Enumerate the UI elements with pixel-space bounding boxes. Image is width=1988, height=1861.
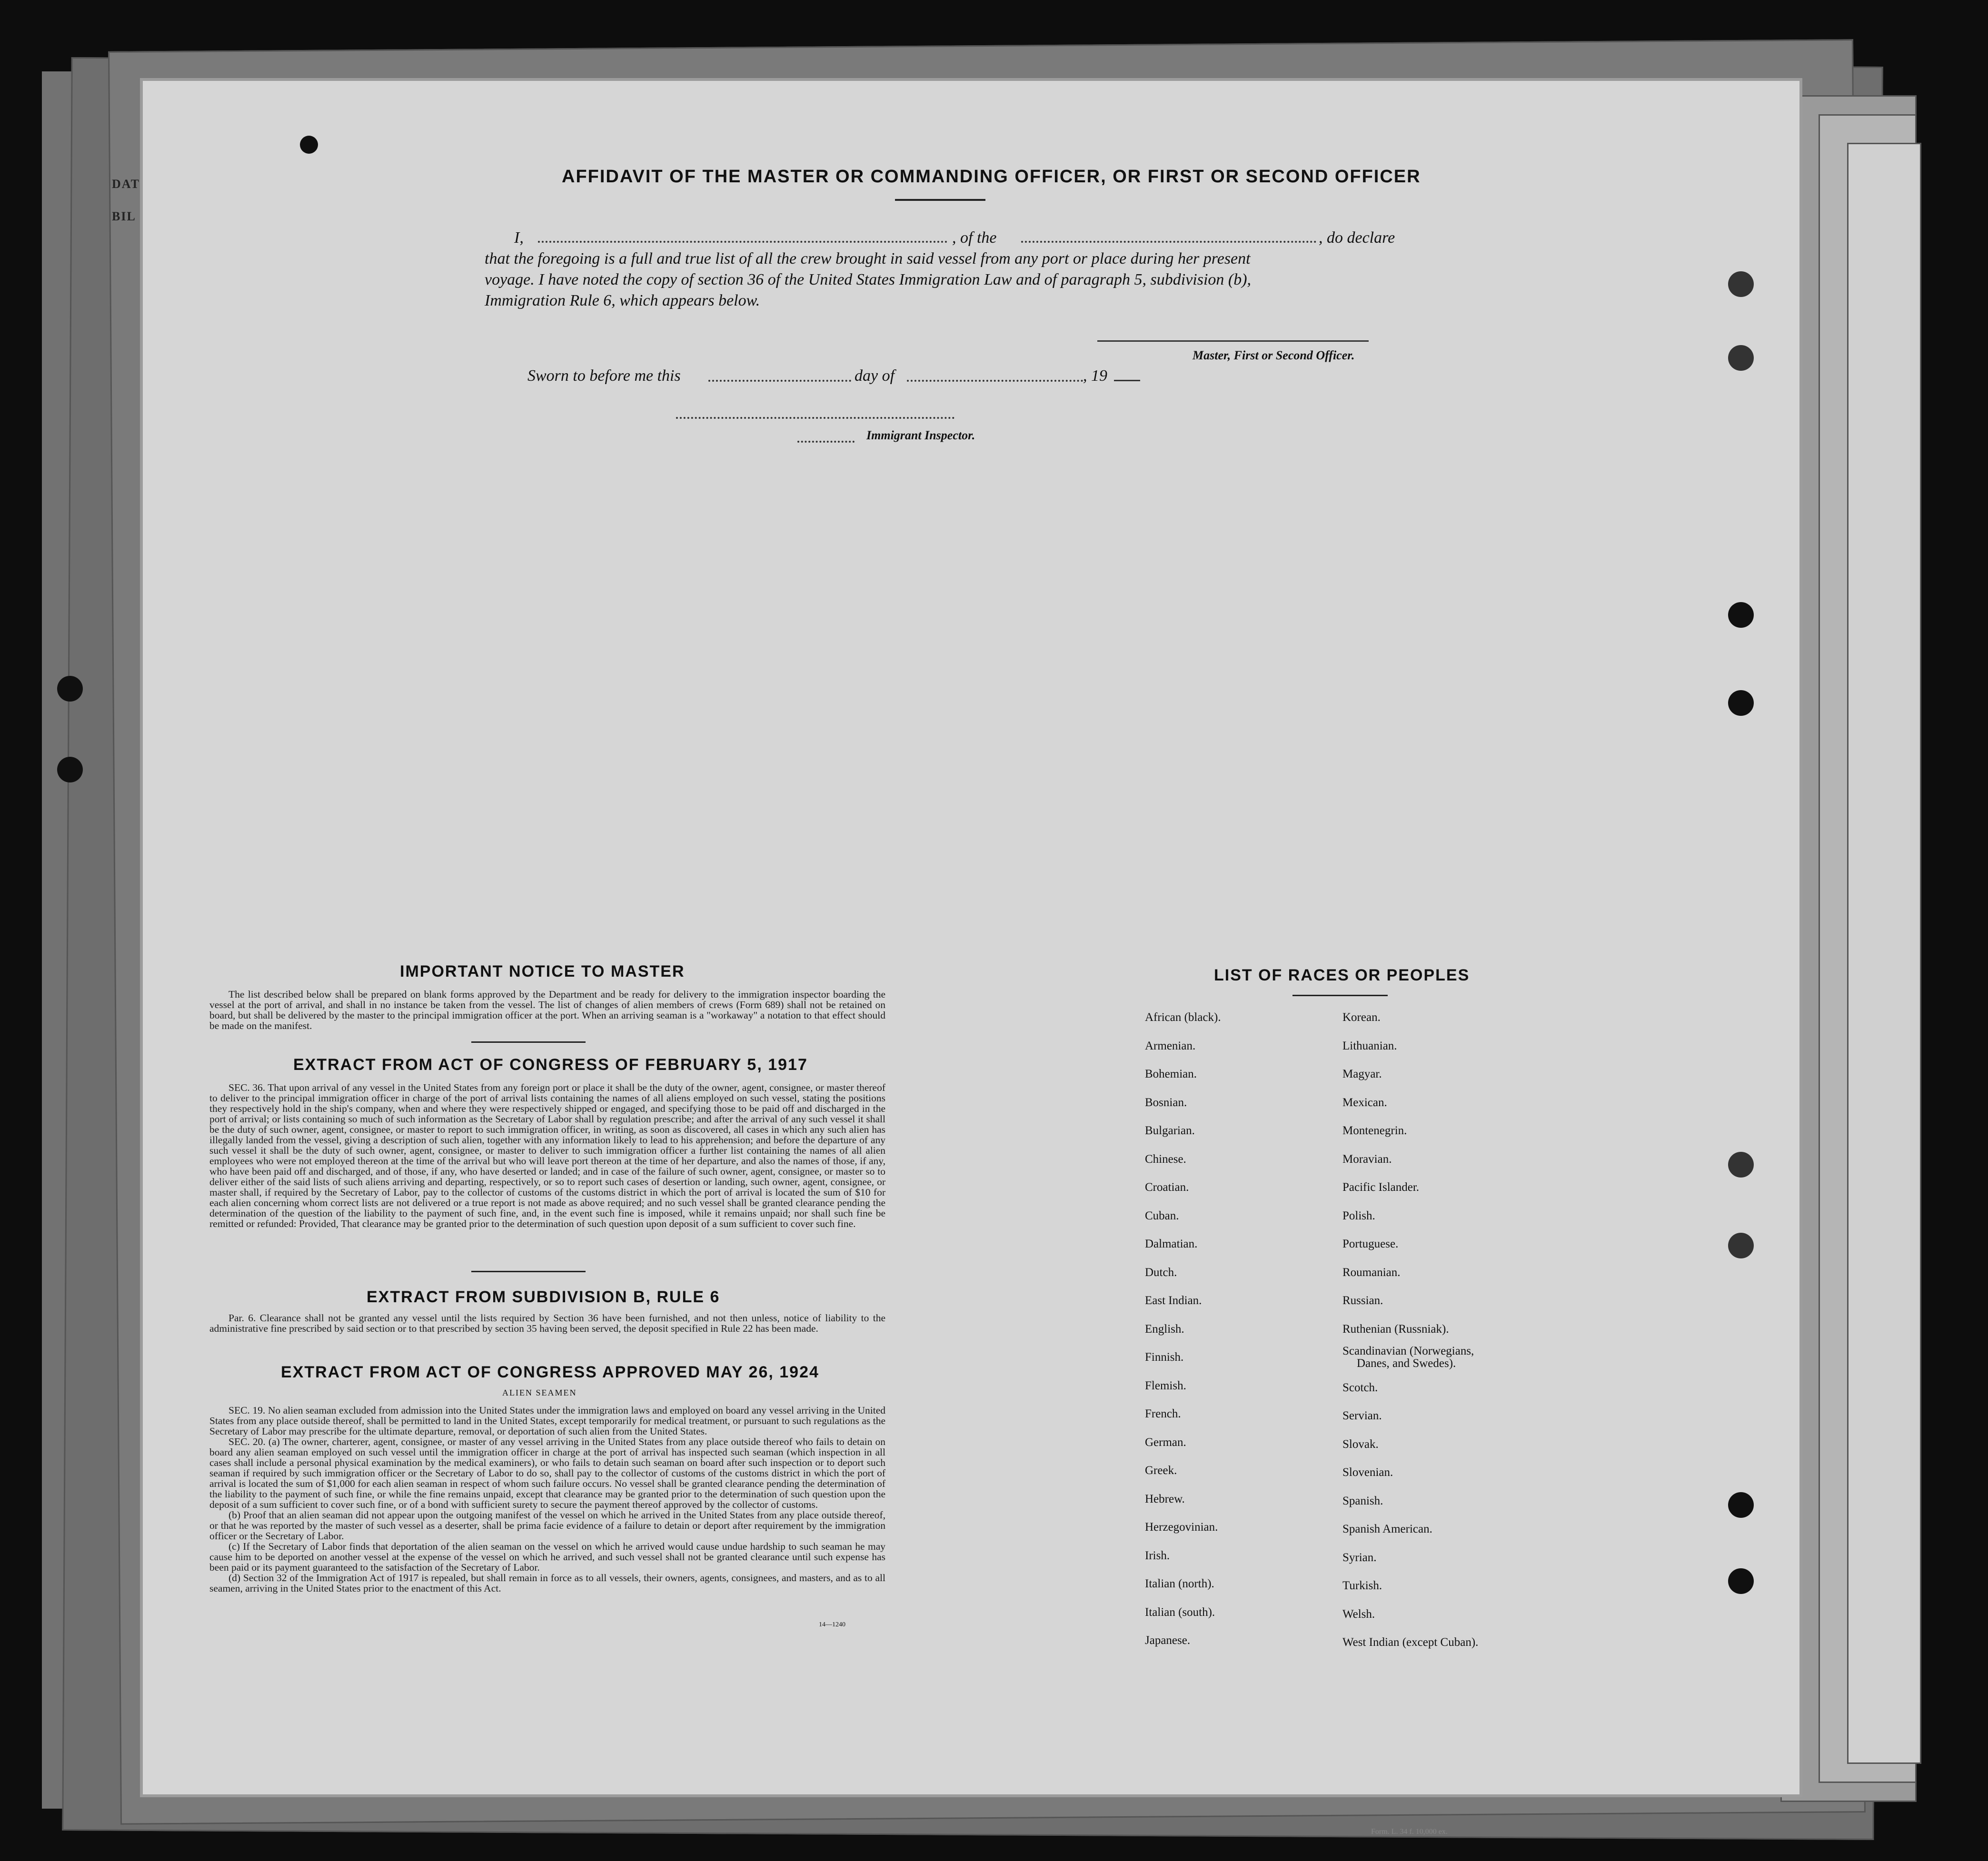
race-entry: Finnish. xyxy=(1145,1351,1184,1364)
race-entry: German. xyxy=(1145,1435,1186,1449)
extract-1924-title: EXTRACT FROM ACT OF CONGRESS APPROVED MAY 26, 1924 xyxy=(281,1363,819,1381)
race-entry-line: Danes, and Swedes). xyxy=(1357,1357,1456,1370)
race-entry: Chinese. xyxy=(1145,1152,1186,1166)
rule6-text: Par. 6. Clearance shall not be granted any vessel until the lists required by Section 36 have been furnished, and not then unless, notice of liability to the administrative fine prescribed by said section or to that prescribed by section 35 having been served, the deposit specified in Rule 22 has been made. xyxy=(209,1312,885,1334)
races-left-column xyxy=(1145,1003,1221,1655)
race-entry: Syrian. xyxy=(1342,1551,1377,1564)
punch-hole xyxy=(1728,1492,1754,1518)
race-entry: Slovak. xyxy=(1342,1437,1379,1451)
extract-1917-title: EXTRACT FROM ACT OF CONGRESS OF FEBRUARY 5, 1917 xyxy=(293,1056,808,1074)
margin-mark-top: DAT xyxy=(112,177,140,191)
inspector-signature-line xyxy=(676,417,954,419)
name-blank xyxy=(538,241,947,243)
affidavit-line-3: voyage. I have noted the copy of section 36 of the United States Immigration Law and of paragraph 5, subdivision (b), xyxy=(485,271,1252,288)
race-entry: Cuban. xyxy=(1145,1209,1179,1222)
race-entry: Magyar. xyxy=(1342,1068,1382,1080)
race-entry: Spanish. xyxy=(1342,1494,1383,1507)
sec-20a-text: SEC. 20. (a) The owner, charterer, agent, consignee, or master of any vessel arriving in the United States from any place outside thereof who fails to detain on board any alien seaman employed on such vessel until the immigration officer in charge at the port of arrival has inspected such seaman (which inspection in all cases shall include a personal physical examination by the medical examiners), or who fails to detain such seaman on board after such inspection or to deport such seaman if required by such immigration officer or the Secretary of Labor to do so, shall pay to the collector of customs of the customs district in which the port of arrival is located the sum of $1,000 for each alien seaman in respect of whom such failure occurs. No vessel shall be granted clearance pending the determination of the liability to the payment of such fine, or while the fine remains unpaid, except that clearance may be granted prior to the determination of such question upon the deposit of a sum sufficient to cover such fine, or of a bond with sufficient surety to secure the payment thereof approved by the collector of customs. xyxy=(209,1436,885,1510)
sec-19-text: SEC. 19. No alien seaman excluded from admission into the United States under the immigration laws and employed on board any vessel arriving in the United States from any place outside thereof, shall be permitted to land in the United States, except temporarily for medical treatment, or pursuant to such regulations as the Secretary of Labor may prescribe for the ultimate departure, removal, or deportation of such alien from the United States. xyxy=(209,1405,885,1437)
inspector-prefix-blank xyxy=(797,441,855,443)
race-entry-line: Scandinavian (Norwegians, xyxy=(1342,1345,1474,1357)
race-entry: French. xyxy=(1145,1407,1181,1420)
punch-hole xyxy=(1728,690,1754,716)
races-title-rule xyxy=(1292,995,1388,996)
punch-hole xyxy=(1728,602,1754,628)
year-prefix: , 19 xyxy=(1083,367,1107,385)
day-of-label: day of xyxy=(855,367,895,385)
race-entry: Scotch. xyxy=(1342,1381,1378,1394)
print-code: 14—1240 xyxy=(819,1621,845,1628)
punch-hole xyxy=(57,757,83,782)
race-entry: Croatian. xyxy=(1145,1181,1189,1194)
races-right-column xyxy=(1342,1003,1478,1657)
race-entry: Italian (north). xyxy=(1145,1577,1214,1590)
manifest-back-page xyxy=(143,81,1799,1794)
race-entry: Flemish. xyxy=(1145,1379,1186,1392)
races-title: LIST OF RACES OR PEOPLES xyxy=(1214,966,1470,984)
section-rule xyxy=(471,1041,586,1043)
race-entry: African (black). xyxy=(1145,1011,1221,1024)
affidavit-line-4: Immigration Rule 6, which appears below. xyxy=(485,292,760,309)
race-entry: Portuguese. xyxy=(1342,1237,1399,1250)
race-entry: Bulgarian. xyxy=(1145,1124,1195,1137)
punch-hole xyxy=(300,136,318,154)
section-36-text: SEC. 36. That upon arrival of any vessel in the United States from any foreign port or place it shall be the duty of the owner, agent, consignee, or master thereof to deliver to the principal immigration officer in charge of the port of arrival lists containing the names of all aliens employed on such vessel, stating the positions they respectively hold in the ship's company, when and where they were respectively shipped or engaged, and specifying those to be paid off and discharged in the port of arrival; or lists containing so much of such information as the Secretary of Labor shall by regulation prescribe; and after the arrival of any such vessel it shall be the duty of such owner, agent, consignee, or master to report to such immigration officer, in writing, as soon as discovered, all cases in which any such alien has illegally landed from the vessel, giving a description of such alien, together with any information likely to lead to his apprehension; and before the departure of any such vessel it shall be the duty of such owner, agent, consignee, or master to deliver to such immigration officer a further list containing the names of all alien employees who were not employed thereon at the time of the arrival but who will leave port thereon at the time of her departure, and also the names of those, if any, who have been paid off and discharged, and of those, if any, who have deserted or landed; and in case of the failure of such owner, agent, consignee, or master so to deliver either of the said lists of such aliens arriving and departing, respectively, or so to report such cases of desertion or landing, such owner, agent, consignee, or master shall, if required by the Secretary of Labor, pay to the collector of customs of the customs district in which the port of arrival is located the sum of $10 for each alien concerning whom correct lists are not delivered or a true report is not made as above required; and no such vessel shall be granted clearance pending the determination of the question of the liability to the payment of such fine, and, in the event such fine is imposed, while it remains unpaid; nor shall such fine be remitted or refunded: Provided, That clearance may be granted prior to the determination of such question upon deposit of a sum sufficient to cover such fine. xyxy=(209,1082,885,1229)
race-entry: Montenegrin. xyxy=(1342,1124,1407,1137)
affidavit-of-the: , of the xyxy=(952,229,997,247)
race-entry: Roumanian. xyxy=(1342,1266,1401,1279)
affidavit-i: I, xyxy=(514,229,524,247)
notice-title: IMPORTANT NOTICE TO MASTER xyxy=(400,962,685,980)
year-blank xyxy=(1114,380,1140,381)
sworn-label: Sworn to before me this xyxy=(527,367,681,385)
affidavit-title: AFFIDAVIT OF THE MASTER OR COMMANDING OFFICER, OR FIRST OR SECOND OFFICER xyxy=(562,167,1421,187)
race-entry: English. xyxy=(1145,1322,1184,1336)
race-entry: Bosnian. xyxy=(1145,1096,1187,1109)
vessel-blank xyxy=(1021,241,1316,243)
race-entry: Servian. xyxy=(1342,1409,1382,1422)
race-entry: Korean. xyxy=(1342,1011,1381,1024)
race-entry xyxy=(1342,1343,1478,1374)
master-signature-line xyxy=(1097,340,1369,342)
race-entry: Dalmatian. xyxy=(1145,1237,1198,1250)
punch-hole xyxy=(1728,1233,1754,1258)
punch-hole xyxy=(1728,345,1754,371)
race-entry: East Indian. xyxy=(1145,1294,1202,1307)
race-entry: Moravian. xyxy=(1342,1152,1392,1166)
race-entry: Bohemian. xyxy=(1145,1068,1197,1080)
race-entry: Turkish. xyxy=(1342,1579,1382,1592)
race-entry: West Indian (except Cuban). xyxy=(1342,1636,1479,1649)
punch-hole xyxy=(1728,1152,1754,1178)
notice-body xyxy=(209,989,885,1031)
race-entry: Ruthenian (Russniak). xyxy=(1342,1322,1449,1336)
affidavit-declare: , do declare xyxy=(1319,229,1395,247)
form-number: Form. L. 34 f. 10,000 ex. xyxy=(1371,1828,1448,1836)
rule6-body xyxy=(209,1313,885,1334)
extract-1924-body xyxy=(209,1405,885,1594)
race-entry: Italian (south). xyxy=(1145,1605,1215,1619)
sec-20b-text: (b) Proof that an alien seaman did not appear upon the outgoing manifest of the vessel on which he arrived in the United States from any place outside thereof, or that he was reported by the master of such vessel as a deserter, shall be prima facie evidence of a failure to detain or deport after requirement by the immigration officer or the Secretary of Labor. xyxy=(209,1509,885,1542)
sworn-day-blank xyxy=(708,380,851,382)
sworn-month-blank xyxy=(907,380,1083,382)
punch-hole xyxy=(1728,1568,1754,1594)
race-entry: Irish. xyxy=(1145,1549,1170,1562)
race-entry: Slovenian. xyxy=(1342,1466,1393,1479)
alien-seamen-subtitle: ALIEN SEAMEN xyxy=(502,1388,577,1397)
race-entry: Pacific Islander. xyxy=(1342,1181,1420,1194)
punch-hole xyxy=(57,676,83,702)
race-entry: Japanese. xyxy=(1145,1634,1191,1647)
sec-20c-text: (c) If the Secretary of Labor finds that deportation of the alien seaman on the vessel on which he arrived would cause undue hardship to such seaman he may cause him to be deported on another vessel at the expense of the vessel on which he arrived, and such vessel shall not be granted clearance until such expense has been paid or its payment guaranteed to the satisfaction of the Secretary of Labor. xyxy=(209,1541,885,1573)
title-rule xyxy=(895,199,985,201)
section-rule xyxy=(471,1271,586,1272)
inspector-label: Immigrant Inspector. xyxy=(866,428,975,442)
race-entry: Mexican. xyxy=(1342,1096,1387,1109)
margin-mark-second: BIL xyxy=(112,209,136,223)
rule6-title: EXTRACT FROM SUBDIVISION B, RULE 6 xyxy=(367,1288,720,1306)
notice-text: The list described below shall be prepared on blank forms approved by the Department and be ready for delivery to the immigration inspector boarding the vessel at the port of arrival, and shall in no instance be taken from the vessel. The list of changes of alien members of crews (Form 689) shall not be retained on board, but shall be delivered by the master to the principal immigration officer at the port. When an arriving seaman is a "workaway" a notation to that effect should be made on the manifest. xyxy=(209,989,885,1031)
master-signature-label: Master, First or Second Officer. xyxy=(1193,348,1355,362)
punch-hole xyxy=(1728,271,1754,297)
sec-20d-text: (d) Section 32 of the Immigration Act of 1917 is repealed, but shall remain in force as to all vessels, their owners, agents, consignees, and masters, and as to all seamen, arriving in the United States prior to the enactment of this Act. xyxy=(209,1572,885,1594)
race-entry: Herzegovinian. xyxy=(1145,1521,1218,1534)
race-entry: Hebrew. xyxy=(1145,1492,1185,1505)
race-entry: Polish. xyxy=(1342,1209,1375,1222)
race-entry: Armenian. xyxy=(1145,1039,1196,1052)
page-stack-right-3 xyxy=(1847,143,1921,1764)
race-entry: Dutch. xyxy=(1145,1266,1177,1279)
race-entry: Lithuanian. xyxy=(1342,1039,1397,1052)
affidavit-line-2: that the foregoing is a full and true list of all the crew brought in said vessel from any port or place during her present xyxy=(485,250,1251,267)
race-entry: Greek. xyxy=(1145,1464,1177,1477)
race-entry: Welsh. xyxy=(1342,1607,1375,1621)
extract-1917-body xyxy=(209,1082,885,1229)
race-entry: Russian. xyxy=(1342,1294,1383,1307)
race-entry: Spanish American. xyxy=(1342,1523,1432,1535)
